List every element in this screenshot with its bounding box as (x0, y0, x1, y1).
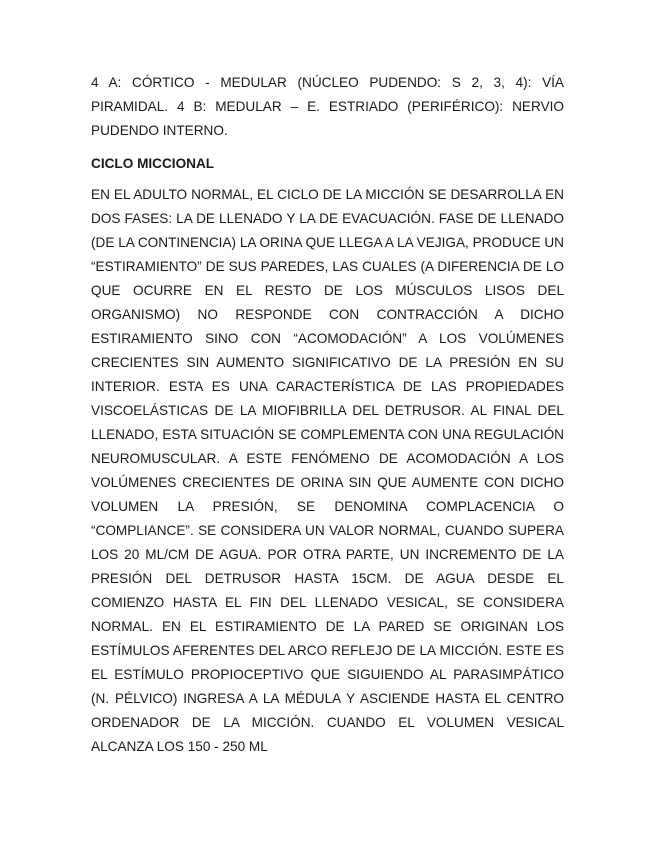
section-heading: CICLO MICCIONAL (91, 156, 215, 171)
intro-paragraph: 4 A: CÓRTICO - MEDULAR (NÚCLEO PUDENDO: S 2, 3, 4): VÍA PIRAMIDAL. 4 B: MEDULAR – E. ESTRIADO (PERIFÉRICO): NERVIO PUDENDO INTERNO. (91, 75, 564, 138)
body-paragraph: EN EL ADULTO NORMAL, EL CICLO DE LA MICCIÓN SE DESARROLLA EN DOS FASES: LA DE LLENADO Y LA DE EVACUACIÓN. FASE DE LLENADO (DE LA CONTINENCIA) LA ORINA QUE LLEGA A LA VEJIGA, PRODUCE UN “ESTIRAMIENTO” DE SUS PAREDES, LAS CUALES (A DIFERENCIA DE LO QUE OCURRE EN EL RESTO DE LOS MÚSCULOS LISOS DEL ORGANISMO) NO RESPONDE CON CONTRACCIÓN A DICHO ESTIRAMIENTO SINO CON “ACOMODACIÓN” A LOS VOLÚMENES CRECIENTES SIN AUMENTO SIGNIFICATIVO DE LA PRESIÓN EN SU INTERIOR. ESTA ES UNA CARACTERÍSTICA DE LAS PROPIEDADES VISCOELÁSTICAS DE LA MIOFIBRILLA DEL DETRUSOR. AL FINAL DEL LLENADO, ESTA SITUACIÓN SE COMPLEMENTA CON UNA REGULACIÓN NEUROMUSCULAR. A ESTE FENÓMENO DE ACOMODACIÓN A LOS VOLÚMENES CRECIENTES DE ORINA SIN QUE AUMENTE CON DICHO VOLUMEN LA PRESIÓN, SE DENOMINA COMPLACENCIA O “COMPLIANCE”. SE CONSIDERA UN VALOR NORMAL, CUANDO SUPERA LOS 20 ML/CM DE AGUA. POR OTRA PARTE, UN INCREMENTO DE LA PRESIÓN DEL DETRUSOR HASTA 15CM. DE AGUA DESDE EL COMIENZO HASTA EL FIN DEL LLENADO VESICAL, SE CONSIDERA NORMAL. EN EL ESTIRAMIENTO DE LA PARED SE ORIGINAN LOS ESTÍMULOS AFERENTES DEL ARCO REFLEJO DE LA MICCIÓN. ESTE ES EL ESTÍMULO PROPIOCEPTIVO QUE SIGUIENDO AL PARASIMPÁTICO (N. PÉLVICO) INGRESA A LA MÉDULA Y ASCIENDE HASTA EL CENTRO ORDENADOR DE LA MICCIÓN. CUANDO EL VOLUMEN VESICAL ALCANZA LOS 150 - 250 ML (91, 187, 564, 754)
